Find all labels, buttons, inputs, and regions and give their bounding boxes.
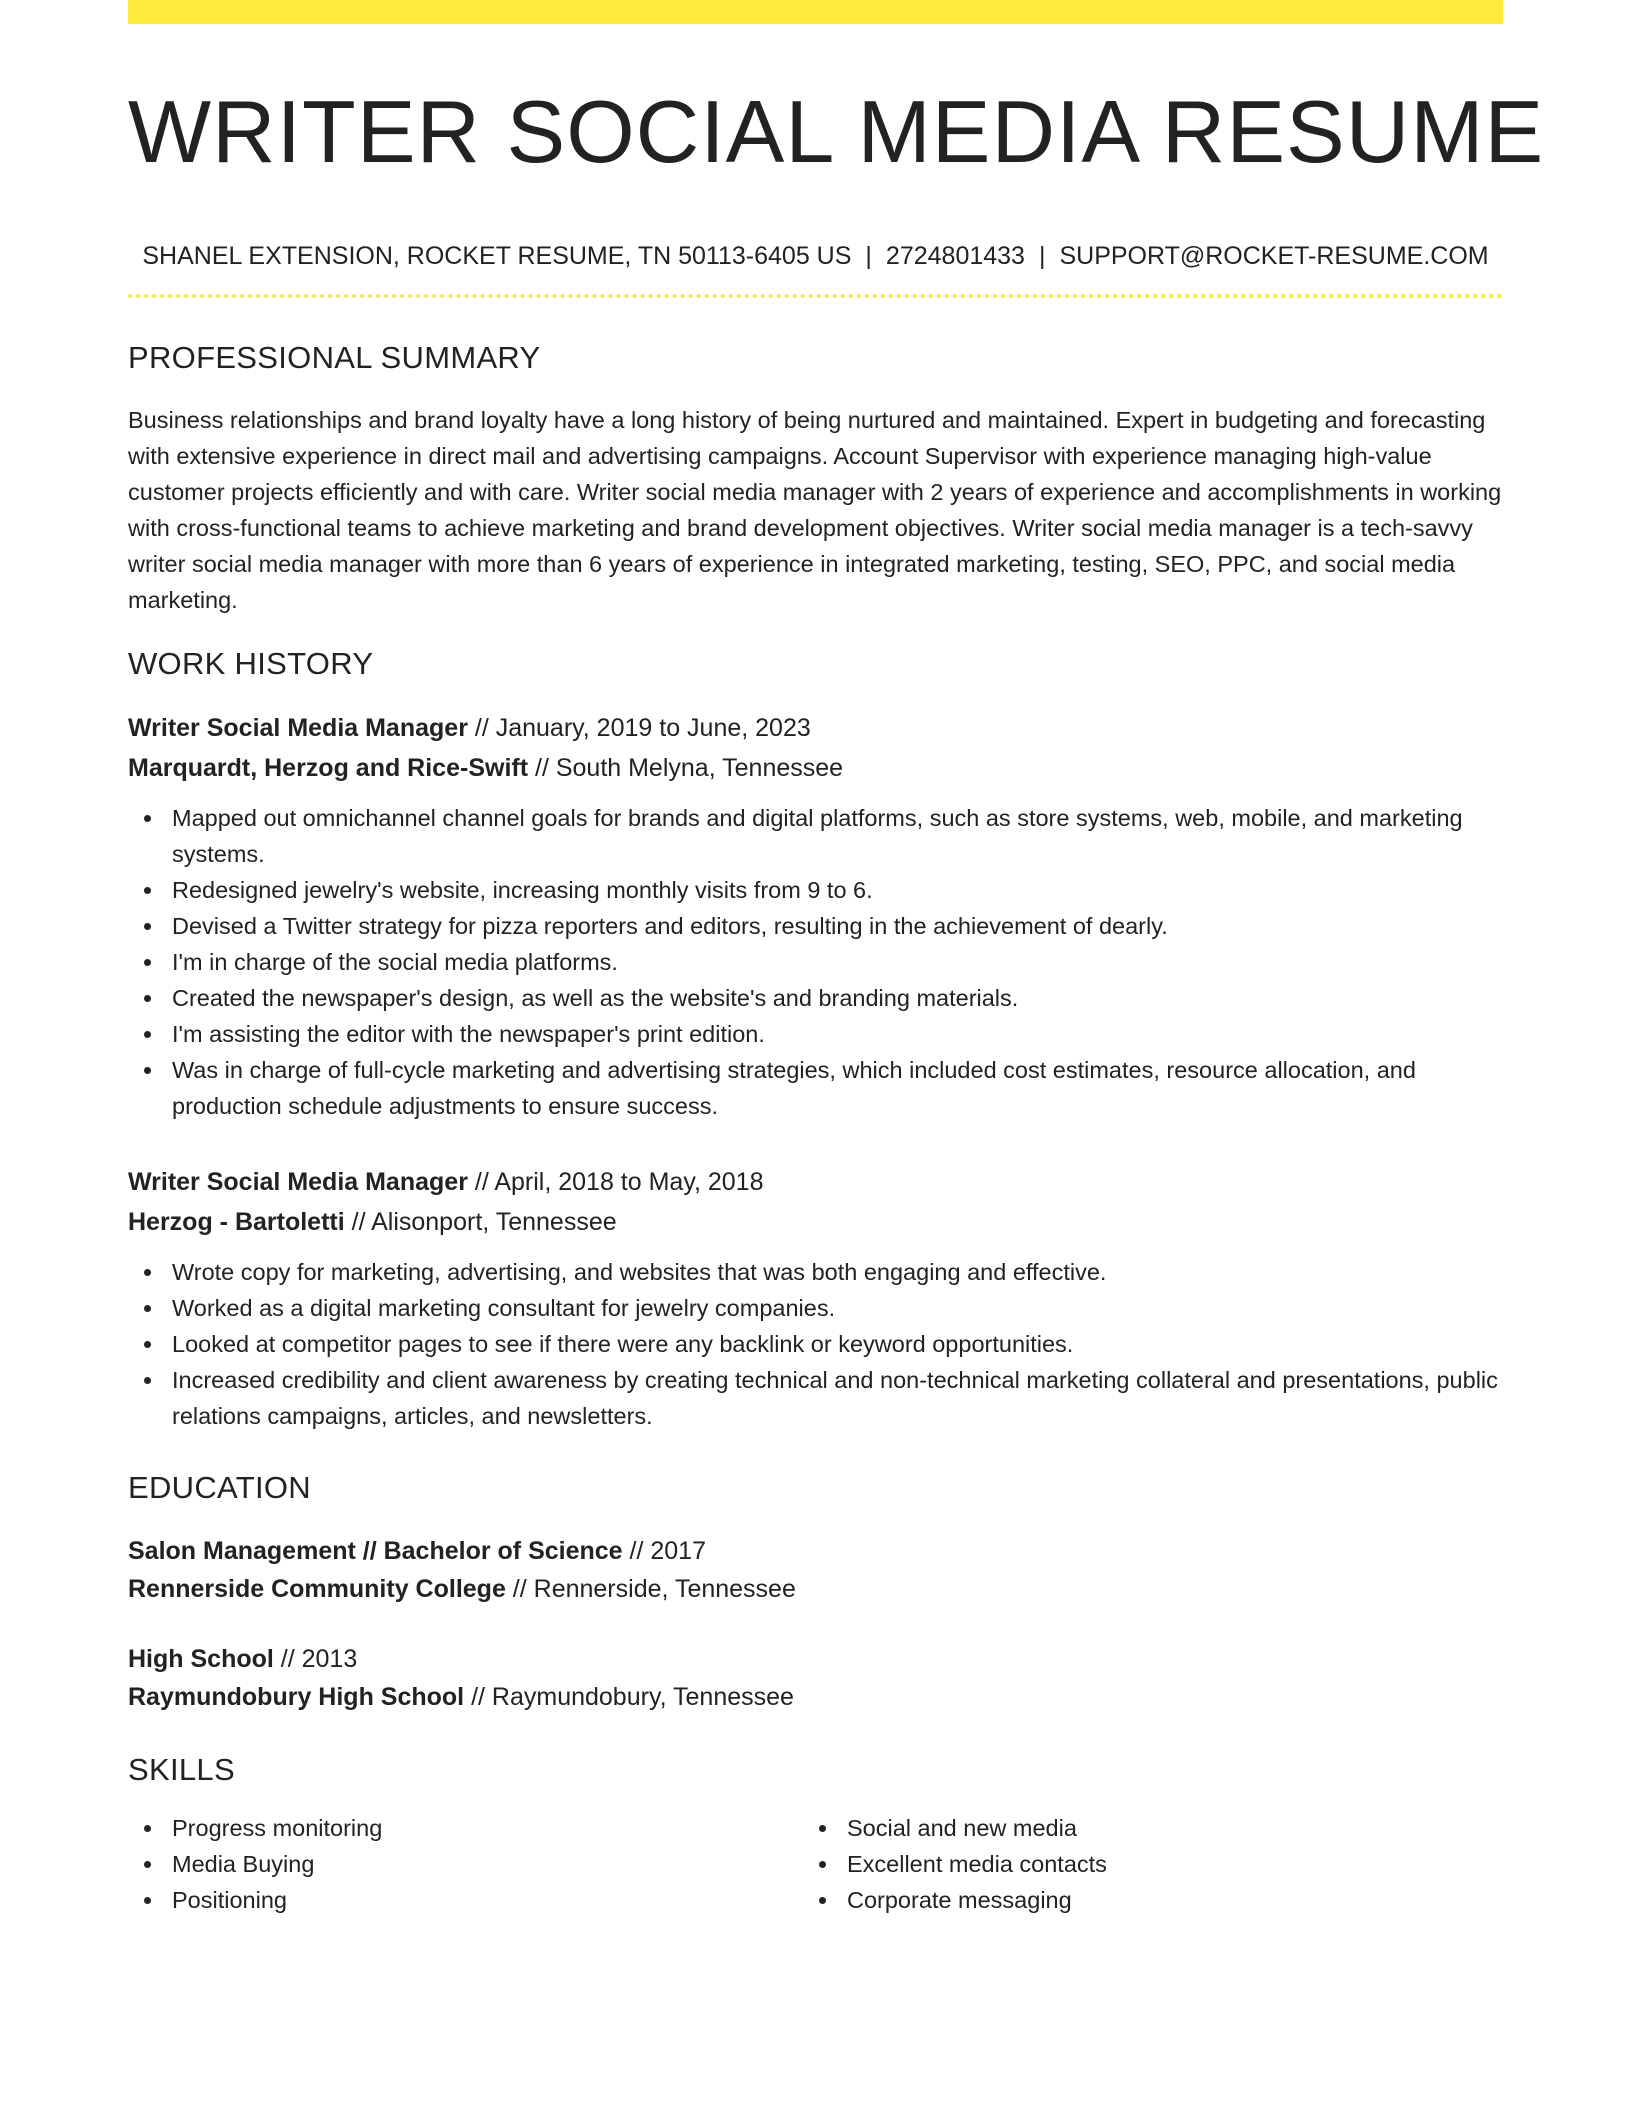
contact-address: SHANEL EXTENSION, ROCKET RESUME, TN 50113-6405 US [142,242,852,270]
skills-list [128,1810,1503,1918]
job-company-line [128,748,1503,788]
job-title: Writer Social Media Manager [128,1168,468,1196]
education-entry [128,1532,1503,1608]
skill-item: Progress monitoring [128,1810,803,1846]
resume-title: WRITER SOCIAL MEDIA RESUME [128,82,1545,181]
list-item: I'm assisting the editor with the newspaper's print edition. [128,1016,1503,1052]
job-dates: // April, 2018 to May, 2018 [467,1168,764,1196]
education-degree-line [128,1532,1503,1570]
job-bullets [128,800,1503,1124]
job-title-line [128,708,1503,748]
skills-column-right [803,1810,1478,1918]
job-company: Marquardt, Herzog and Rice-Swift [128,754,529,782]
job-bullets [128,1254,1503,1434]
job-title-line [128,1162,1503,1202]
accent-bar [128,0,1503,24]
list-item: Mapped out omnichannel channel goals for brands and digital platforms, such as store systems, web, mobile, and marketing systems. [128,800,1503,872]
contact-separator: | [1038,242,1046,270]
list-item: Looked at competitor pages to see if there were any backlink or keyword opportunities. [128,1326,1503,1362]
education-degree: High School [128,1645,274,1673]
list-item: Created the newspaper's design, as well as the website's and branding materials. [128,980,1503,1016]
education-school-line [128,1570,1503,1608]
work-history-heading: WORK HISTORY [128,646,374,681]
education-year: // 2017 [622,1537,706,1565]
job-company-line [128,1202,1503,1242]
skills-heading: SKILLS [128,1752,235,1787]
education-location: // Raymundobury, Tennessee [464,1683,794,1711]
job-title: Writer Social Media Manager [128,714,468,742]
skill-item: Excellent media contacts [803,1846,1478,1882]
contact-separator: | [865,242,872,270]
skill-item: Corporate messaging [803,1882,1478,1918]
job-location: // Alisonport, Tennessee [344,1208,617,1236]
education-degree-line [128,1640,1503,1678]
education-school-line [128,1678,1503,1716]
education-school: Raymundobury High School [128,1683,465,1711]
education-entry [128,1640,1503,1716]
skill-item: Social and new media [803,1810,1478,1846]
education-school: Rennerside Community College [128,1575,506,1603]
list-item: Worked as a digital marketing consultant for jewelry companies. [128,1290,1503,1326]
list-item: Was in charge of full-cycle marketing and advertising strategies, which included cost estimates, resource allocation, and production schedule adjustments to ensure success. [128,1052,1503,1124]
list-item: Devised a Twitter strategy for pizza reporters and editors, resulting in the achievement of dearly. [128,908,1503,944]
education-heading: EDUCATION [128,1470,311,1505]
skills-column-left [128,1810,803,1918]
contact-line [128,240,1503,272]
list-item: I'm in charge of the social media platforms. [128,944,1503,980]
contact-phone: 2724801433 [885,242,1025,270]
resume-page [128,0,1545,1918]
job-location: // South Melyna, Tennessee [528,754,844,782]
skill-item: Positioning [128,1882,803,1918]
dotted-divider [128,294,1503,298]
contact-email: SUPPORT@ROCKET-RESUME.COM [1059,242,1489,270]
job-company: Herzog - Bartoletti [128,1208,345,1236]
education-year: // 2013 [273,1645,358,1673]
list-item: Increased credibility and client awareness by creating technical and non-technical marketing collateral and presentations, public relations campaigns, articles, and newsletters. [128,1362,1503,1434]
summary-text: Business relationships and brand loyalty have a long history of being nurtured and maintained. Expert in budgeting and forecasting with extensive experience in direct mail and advertising campaigns. Account Supervisor with experience managing high-value customer projects efficiently and with care. Writer social media manager with 2 years of experience and accomplishments in working with cross-functional teams to achieve marketing and brand development objectives. Writer social media manager is a tech-savvy writer social media manager with more than 6 years of experience in integrated marketing, testing, SEO, PPC, and social media marketing. [128,407,1502,613]
list-item: Redesigned jewelry's website, increasing monthly visits from 9 to 6. [128,872,1503,908]
education-location: // Rennerside, Tennessee [505,1575,796,1603]
job-entry [128,708,1503,1124]
job-dates: // January, 2019 to June, 2023 [467,714,811,742]
summary-heading: PROFESSIONAL SUMMARY [128,340,541,375]
list-item: Wrote copy for marketing, advertising, and websites that was both engaging and effective. [128,1254,1503,1290]
job-entry [128,1162,1503,1434]
skill-item: Media Buying [128,1846,803,1882]
education-degree: Salon Management // Bachelor of Science [128,1537,623,1565]
